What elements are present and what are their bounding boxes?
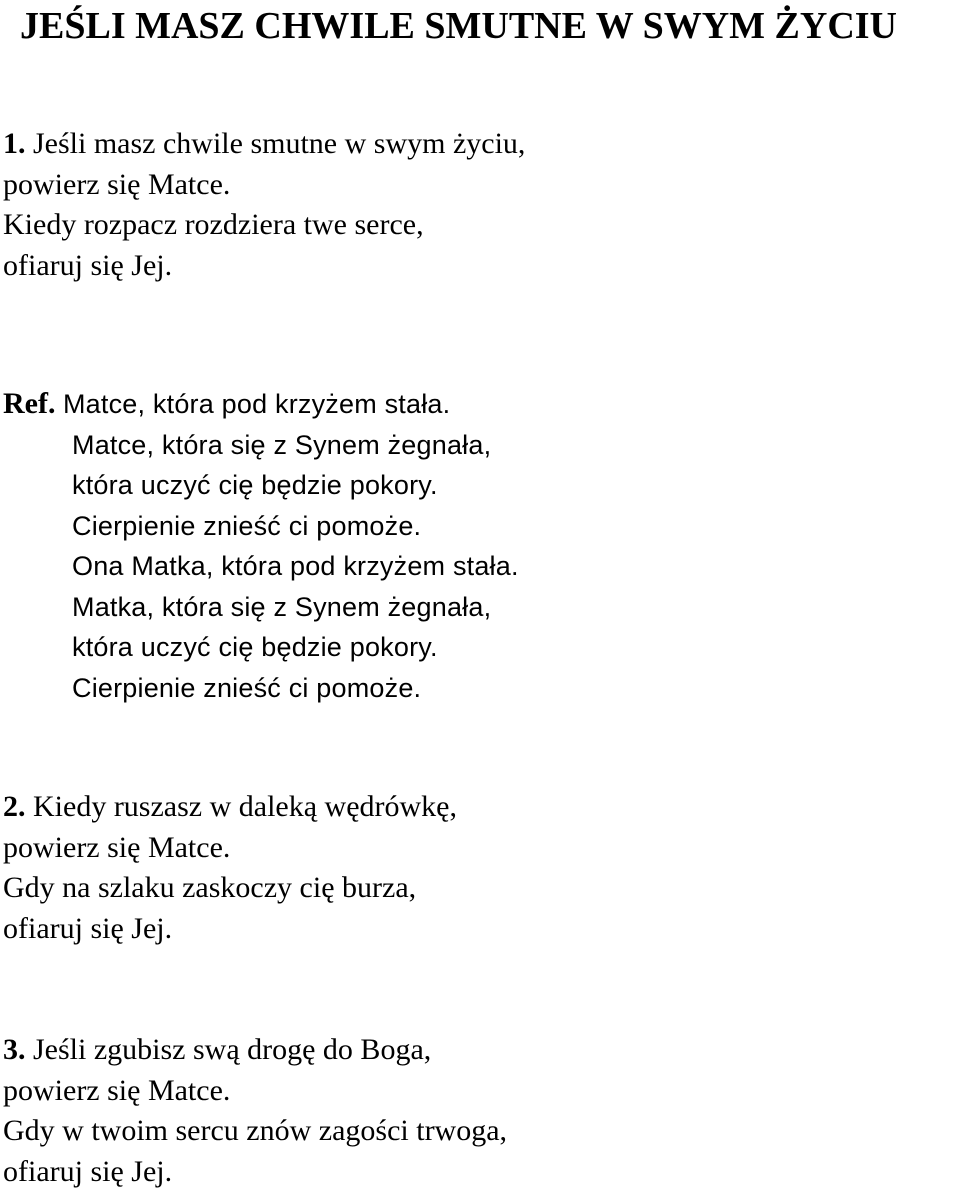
- verse-line: 1. Jeśli masz chwile smutne w swym życiu,: [3, 124, 525, 165]
- refrain-line: Cierpienie znieść ci pomoże.: [3, 668, 519, 709]
- verse-number: 3.: [3, 1033, 26, 1066]
- verse-line: Gdy na szlaku zaskoczy cię burza,: [3, 868, 457, 909]
- refrain-line: która uczyć cię będzie pokory.: [3, 627, 519, 668]
- verse-line: powierz się Matce.: [3, 165, 525, 206]
- verse-line: ofiaruj się Jej.: [3, 1152, 507, 1192]
- refrain-line: która uczyć cię będzie pokory.: [3, 465, 519, 506]
- refrain-line: Matce, która się z Synem żegnała,: [3, 425, 519, 466]
- song-title: JEŚLI MASZ CHWILE SMUTNE W SWYM ŻYCIU: [20, 2, 897, 50]
- verse-number: 2.: [3, 790, 26, 823]
- refrain: [3, 384, 519, 708]
- refrain-line: Ona Matka, która pod krzyżem stała.: [3, 546, 519, 587]
- verse-line: powierz się Matce.: [3, 1071, 507, 1112]
- verse-line: 2. Kiedy ruszasz w daleką wędrówkę,: [3, 787, 457, 828]
- verse-line: ofiaruj się Jej.: [3, 246, 525, 287]
- refrain-line: Cierpienie znieść ci pomoże.: [3, 506, 519, 547]
- refrain-label: Ref.: [3, 387, 55, 420]
- verse-line: 3. Jeśli zgubisz swą drogę do Boga,: [3, 1030, 507, 1071]
- verse-line: Gdy w twoim sercu znów zagości trwoga,: [3, 1111, 507, 1152]
- refrain-line: Matka, która się z Synem żegnała,: [3, 587, 519, 628]
- verse-line: powierz się Matce.: [3, 828, 457, 869]
- verse-3: [3, 1030, 507, 1192]
- verse-2: [3, 787, 457, 949]
- refrain-line: Ref. Matce, która pod krzyżem stała.: [3, 384, 519, 425]
- verse-line: Kiedy rozpacz rozdziera twe serce,: [3, 205, 525, 246]
- verse-1: [3, 124, 525, 286]
- verse-number: 1.: [3, 127, 26, 160]
- verse-line: ofiaruj się Jej.: [3, 909, 457, 950]
